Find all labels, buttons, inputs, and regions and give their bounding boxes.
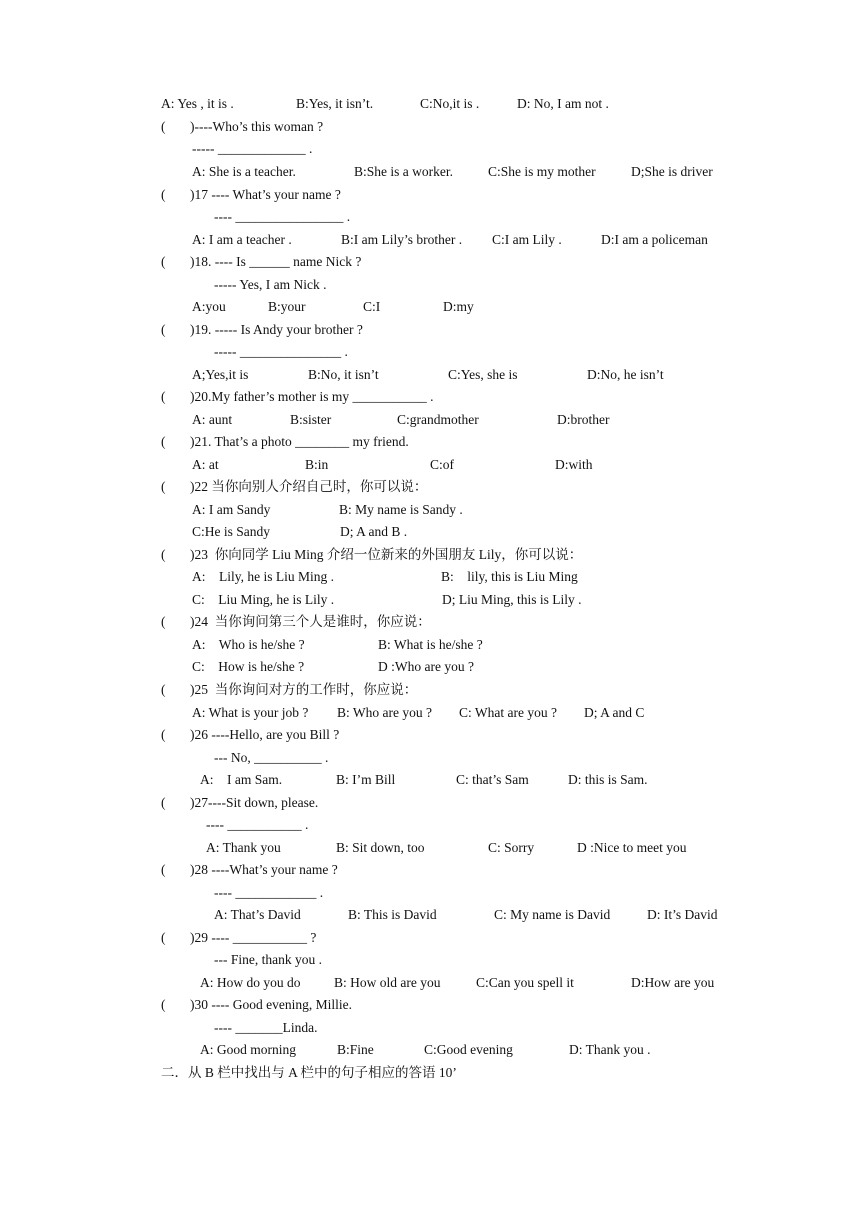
answer-option: D :Nice to meet you: [577, 840, 687, 855]
question-text: )20.My father’s mother is my ___________ .: [190, 389, 434, 404]
answer-option: A: I am Sam.: [200, 772, 283, 787]
answer-option: A: I am Sandy: [192, 502, 271, 517]
question-text: )19. ----- Is Andy your brother ?: [190, 322, 363, 337]
question-text: )29 ---- ___________ ?: [190, 930, 317, 945]
answer-option: C:Can you spell it: [476, 975, 574, 990]
answer-option: B: How old are you: [334, 975, 441, 990]
answer-option: A: What is your job ?: [192, 705, 309, 720]
answer-option: B: This is David: [348, 907, 437, 922]
answer-option: D:brother: [557, 412, 610, 427]
answer-option: B:sister: [290, 412, 332, 427]
answer-option: B:Fine: [337, 1042, 374, 1057]
answer-option: D; A and B .: [340, 524, 408, 539]
answer-option: A: Yes , it is .: [161, 96, 234, 111]
answer-option: D; A and C: [584, 705, 645, 720]
answer-option: D:How are you: [631, 975, 715, 990]
answer-option: C:I: [363, 299, 381, 314]
answer-option: C: My name is David: [494, 907, 611, 922]
answer-bracket: (: [161, 187, 166, 202]
answer-option: B:No, it isn’t: [308, 367, 379, 382]
answer-option: A: Good morning: [200, 1042, 296, 1057]
question-text: ----- Yes, I am Nick .: [214, 277, 327, 292]
answer-option: A: I am a teacher .: [192, 232, 292, 247]
answer-option: D:No, he isn’t: [587, 367, 664, 382]
answer-option: C: that’s Sam: [456, 772, 529, 787]
answer-option: D: It’s David: [647, 907, 718, 922]
answer-option: B: lily, this is Liu Ming: [441, 569, 578, 584]
answer-option: A: How do you do: [200, 975, 301, 990]
answer-option: C: Sorry: [488, 840, 535, 855]
answer-bracket: (: [161, 547, 166, 562]
answer-option: D:I am a policeman: [601, 232, 708, 247]
answer-bracket: (: [161, 254, 166, 269]
answer-bracket: (: [161, 930, 166, 945]
question-text: )22 当你向别人介绍自己时，你可以说：: [190, 479, 428, 494]
question-text: )21. That’s a photo ________ my friend.: [190, 434, 409, 449]
answer-bracket: (: [161, 479, 166, 494]
answer-bracket: (: [161, 434, 166, 449]
answer-option: A: at: [192, 457, 219, 472]
answer-option: D; Liu Ming, this is Lily .: [442, 592, 582, 607]
answer-bracket: (: [161, 997, 166, 1012]
answer-option: D;She is driver: [631, 164, 713, 179]
answer-option: D: Thank you .: [569, 1042, 651, 1057]
question-text: ---- ____________ .: [214, 885, 324, 900]
question-text: )18. ---- Is ______ name Nick ?: [190, 254, 362, 269]
question-text: ----- _____________ .: [192, 141, 313, 156]
answer-option: B: What is he/she ?: [378, 637, 483, 652]
question-text: ---- _______Linda.: [214, 1020, 318, 1035]
answer-option: C: Liu Ming, he is Lily .: [192, 592, 335, 607]
answer-option: B: My name is Sandy .: [339, 502, 463, 517]
answer-bracket: (: [161, 389, 166, 404]
answer-option: B:in: [305, 457, 329, 472]
answer-option: C: How is he/she ?: [192, 659, 305, 674]
answer-option: A: aunt: [192, 412, 233, 427]
answer-option: B: Sit down, too: [336, 840, 425, 855]
answer-option: D:my: [443, 299, 474, 314]
answer-option: B: I’m Bill: [336, 772, 396, 787]
answer-option: C:I am Lily .: [492, 232, 562, 247]
answer-option: B: Who are you ?: [337, 705, 432, 720]
question-text: )26 ----Hello, are you Bill ?: [190, 727, 340, 742]
answer-option: B:your: [268, 299, 306, 314]
answer-option: B:I am Lily’s brother .: [341, 232, 463, 247]
answer-bracket: (: [161, 727, 166, 742]
answer-bracket: (: [161, 614, 166, 629]
question-text: )23 你向同学 Liu Ming 介绍一位新来的外国朋友 Lily，你可以说：: [190, 547, 583, 562]
answer-bracket: (: [161, 682, 166, 697]
answer-option: B:Yes, it isn’t.: [296, 96, 374, 111]
question-text: )28 ----What’s your name ?: [190, 862, 338, 877]
answer-option: C:grandmother: [397, 412, 479, 427]
answer-bracket: (: [161, 322, 166, 337]
answer-option: A:you: [192, 299, 226, 314]
question-text: ---- ___________ .: [206, 817, 309, 832]
answer-option: C:Yes, she is: [448, 367, 518, 382]
question-text: )24 当你询问第三个人是谁时，你应说：: [190, 614, 431, 629]
question-text: ----- _______________ .: [214, 344, 348, 359]
answer-option: C:No,it is .: [420, 96, 480, 111]
question-text: --- Fine, thank you .: [214, 952, 322, 967]
question-text: --- No, __________ .: [214, 750, 329, 765]
answer-option: C:She is my mother: [488, 164, 596, 179]
answer-option: D: No, I am not .: [517, 96, 609, 111]
answer-bracket: (: [161, 862, 166, 877]
answer-option: B:She is a worker.: [354, 164, 453, 179]
question-text: )----Who’s this woman ?: [190, 119, 324, 134]
answer-bracket: (: [161, 119, 166, 134]
question-text: 二．从 B 栏中找出与 A 栏中的句子相应的答语 10’: [161, 1065, 457, 1080]
answer-option: C: What are you ?: [459, 705, 557, 720]
question-text: )30 ---- Good evening, Millie.: [190, 997, 352, 1012]
answer-option: A: Who is he/she ?: [192, 637, 305, 652]
answer-option: C:of: [430, 457, 455, 472]
question-text: )25 当你询问对方的工作时，你应说：: [190, 682, 418, 697]
answer-option: D: this is Sam.: [568, 772, 648, 787]
question-text: )27----Sit down, please.: [190, 795, 319, 810]
question-text: )17 ---- What’s your name ?: [190, 187, 341, 202]
answer-option: A: She is a teacher.: [192, 164, 296, 179]
answer-option: C:He is Sandy: [192, 524, 271, 539]
answer-bracket: (: [161, 795, 166, 810]
answer-option: A: Lily, he is Liu Ming .: [192, 569, 334, 584]
answer-option: C:Good evening: [424, 1042, 513, 1057]
answer-option: A;Yes,it is: [192, 367, 249, 382]
question-text: ---- ________________ .: [214, 209, 351, 224]
answer-option: A: Thank you: [206, 840, 281, 855]
answer-option: D:with: [555, 457, 593, 472]
answer-option: A: That’s David: [214, 907, 301, 922]
answer-option: D :Who are you ?: [378, 659, 474, 674]
